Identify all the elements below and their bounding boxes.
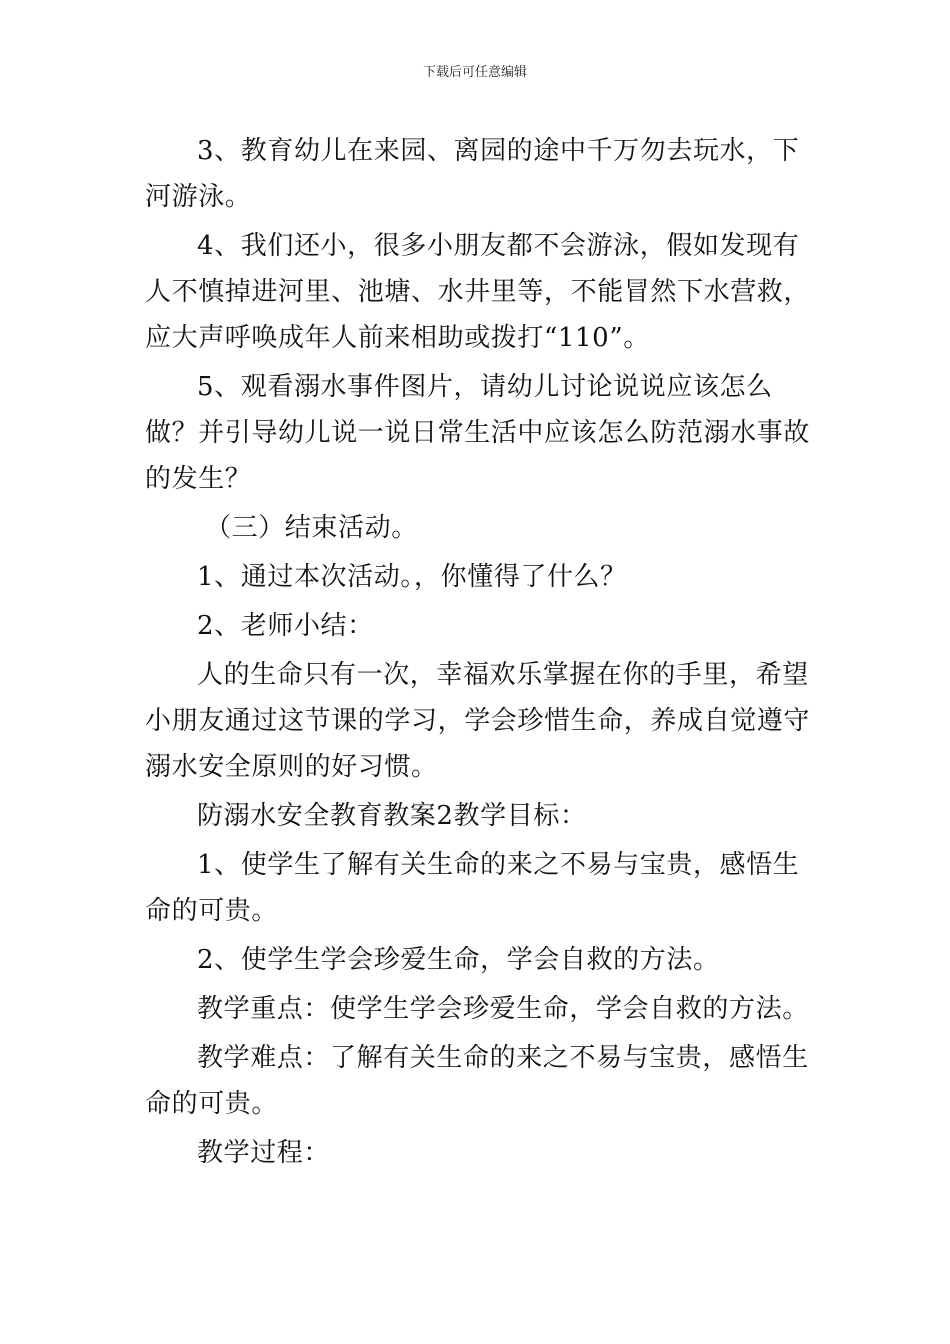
paragraph-step-3: 3、教育幼儿在来园、离园的途中千万勿去玩水，下河游泳。: [145, 136, 800, 212]
paragraph-teacher-summary: 2、老师小结：: [197, 611, 374, 641]
paragraph-question: 1、通过本次活动。，你懂得了什么？: [197, 562, 627, 592]
paragraph-summary-text: 人的生命只有一次，幸福欢乐掌握在你的手里，希望小朋友通过这节课的学习，学会珍惜生命，养成自觉遵守溺水安全原则的好习惯。: [145, 660, 811, 782]
paragraph-key-points: 教学重点：使学生学会珍爱生命，学会自救的方法。: [197, 994, 809, 1024]
paragraph-process-heading: 教学过程：: [197, 1138, 331, 1168]
paragraph-difficulties: 教学难点：了解有关生命的来之不易与宝贵，感悟生命的可贵。: [145, 1043, 809, 1119]
paragraph-goal-2: 2、使学生学会珍爱生命，学会自救的方法。: [197, 945, 720, 975]
paragraph-goal-1: 1、使学生了解有关生命的来之不易与宝贵，感悟生命的可贵。: [145, 850, 800, 926]
paragraph-step-4: 4、我们还小，很多小朋友都不会游泳，假如发现有人不慎掉进河里、池塘、水井里等，不能冒然下水营救，应大声呼唤成年人前来相助或拨打“110”。: [145, 231, 811, 353]
paragraph-plan-2-goals: 防溺水安全教育教案2教学目标：: [197, 801, 587, 831]
section-heading-end-activity: （三）结束活动。: [205, 513, 418, 543]
page-header-note: 下载后可任意编辑: [422, 65, 527, 80]
paragraph-step-5: 5、观看溺水事件图片，请幼儿讨论说说应该怎么做？并引导幼儿说一说日常生活中应该怎么防范溺水事故的发生？: [145, 372, 811, 494]
document-body: [145, 128, 810, 1179]
